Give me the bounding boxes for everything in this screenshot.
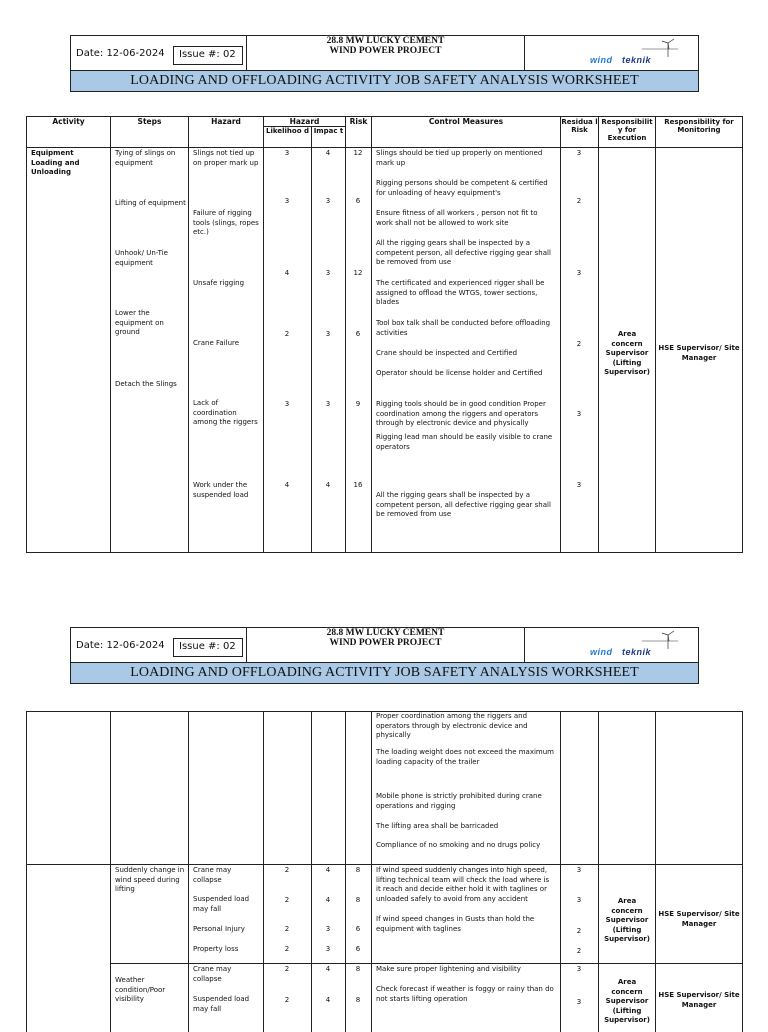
date-text: Date: 12-06-2024 (76, 48, 165, 59)
issue-box (173, 46, 243, 65)
responsible-execution: Area concern Supervisor (Lifting Supervisor) (604, 897, 650, 943)
impact-value: 4 (325, 866, 331, 874)
row-divider (27, 147, 742, 148)
risk-value: 12 (353, 269, 363, 277)
hazard-item: Crane may collapse (193, 866, 232, 884)
hazard-item: Personal Injury (193, 925, 245, 933)
banner-text: LOADING AND OFFLOADING ACTIVITY JOB SAFETY ANALYSIS WORKSHEET (130, 665, 639, 680)
residual-value: 3 (576, 149, 582, 157)
col-divider (110, 712, 111, 1032)
control-measure: If wind speed changes in Gusts than hold the equipment with taglines (376, 915, 535, 933)
jsa-table-page1 (26, 116, 743, 553)
col-divider (371, 117, 372, 552)
control-measure: Make sure proper lightening and visibility (376, 965, 521, 973)
project-title-line1: 28.8 MW LUCKY CEMENT (326, 36, 445, 46)
divider (524, 627, 525, 662)
control-measure: Mobile phone is strictly prohibited during crane operations and rigging (376, 792, 542, 810)
risk-value: 16 (353, 481, 363, 489)
responsible-monitoring: HSE Supervisor/ Site Manager (658, 910, 740, 928)
likelihood-value: 4 (284, 481, 290, 489)
step-item: Lower the equipment on ground (115, 309, 164, 336)
banner-text: LOADING AND OFFLOADING ACTIVITY JOB SAFETY ANALYSIS WORKSHEET (130, 73, 639, 88)
control-measure: Crane should be inspected and Certified (376, 349, 518, 357)
responsible-monitoring: HSE Supervisor/ Site Manager (658, 344, 740, 362)
control-measure: All the rigging gears shall be inspected by a competent person, all defective rigging gear shall be removed from use (376, 491, 551, 518)
col-header-steps: Steps (137, 117, 162, 126)
residual-value: 3 (576, 998, 582, 1006)
col-header-residual: Residua l Risk (561, 118, 598, 134)
risk-value: 9 (355, 400, 361, 408)
issue-text: Issue #: 02 (179, 641, 236, 652)
col-divider (655, 712, 656, 1032)
control-measure: Proper coordination among the riggers and operators through by electronic device and physically (376, 712, 528, 739)
activity-name: Equipment Loading and Unloading (31, 149, 80, 176)
responsible-execution: Area concern Supervisor (Lifting Supervisor) (604, 330, 650, 376)
hazard-item: Property loss (193, 945, 239, 953)
impact-value: 3 (325, 269, 331, 277)
row-divider (27, 864, 742, 865)
col-divider (263, 712, 264, 1032)
company-logo (590, 633, 690, 659)
control-measure: Rigging persons should be competent & certified for unloading of heavy equipment's (376, 179, 548, 197)
row-divider (110, 963, 742, 964)
control-measure: Operator should be license holder and Certified (376, 369, 543, 377)
likelihood-value: 2 (284, 896, 290, 904)
hazard-item: Suspended load may fall (193, 995, 250, 1013)
impact-value: 3 (325, 197, 331, 205)
step-item: Weather condition/Poor visibility (115, 976, 166, 1003)
control-measure: All the rigging gears shall be inspected by a competent person, all defective rigging gear shall be removed from use (376, 239, 551, 266)
residual-value: 3 (576, 410, 582, 418)
col-header-hazard-group: Hazard (289, 117, 320, 126)
col-header-control: Control Measures (428, 117, 504, 126)
date-box (70, 627, 171, 662)
responsible-execution: Area concern Supervisor (Lifting Supervisor) (604, 978, 650, 1024)
project-title (247, 628, 524, 648)
project-title-line1: 28.8 MW LUCKY CEMENT (326, 628, 445, 638)
col-divider (560, 117, 561, 552)
control-measure: Rigging tools should be in good condition Proper coordination among the riggers and operators through by electronic device and physically (376, 400, 546, 427)
col-divider (598, 712, 599, 1032)
step-item: Tying of slings on equipment (115, 149, 176, 167)
col-header-hazard: Hazard (211, 117, 241, 126)
hazard-item: Crane may collapse (193, 965, 232, 983)
jsa-table-page2 (26, 711, 743, 1032)
control-measure: The certificated and experienced rigger shall be assigned to offload the WTGS, tower sections, blades (376, 279, 545, 306)
residual-value: 3 (576, 269, 582, 277)
likelihood-value: 3 (284, 149, 290, 157)
hazard-item: Lack of coordination among the riggers (193, 399, 258, 426)
col-divider (311, 712, 312, 1032)
risk-value: 6 (355, 945, 361, 953)
likelihood-value: 2 (284, 945, 290, 953)
residual-value: 3 (576, 896, 582, 904)
likelihood-value: 3 (284, 197, 290, 205)
divider (524, 35, 525, 70)
issue-box (173, 638, 243, 657)
col-header-resp-exec: Responsibilit y for Execution (601, 118, 653, 142)
responsible-monitoring: HSE Supervisor/ Site Manager (658, 991, 740, 1009)
control-measure: The loading weight does not exceed the maximum loading capacity of the trailer (376, 748, 554, 766)
risk-value: 8 (355, 965, 361, 973)
control-measure: Slings should be tied up properly on mentioned mark up (376, 149, 543, 167)
residual-value: 2 (576, 197, 582, 205)
residual-value: 2 (576, 927, 582, 935)
hazard-item: Suspended load may fall (193, 895, 250, 913)
impact-value: 4 (325, 149, 331, 157)
likelihood-value: 2 (284, 965, 290, 973)
project-title-line2: WIND POWER PROJECT (329, 638, 442, 648)
risk-value: 8 (355, 996, 361, 1004)
risk-value: 8 (355, 896, 361, 904)
col-header-impact: Impac t (313, 127, 344, 135)
project-title (247, 36, 524, 56)
col-divider (655, 117, 656, 552)
hazard-item: Work under the suspended load (193, 481, 249, 499)
control-measure: If wind speed suddenly changes into high speed, lifting technical team will check the load where is it reach and decide either hold it with taglines or unloaded safely to avoid from any accident (376, 866, 550, 903)
control-measure: Tool box talk shall be conducted before offloading activities (376, 319, 551, 337)
logo-word-teknik: teknik (622, 647, 652, 657)
risk-value: 8 (355, 866, 361, 874)
control-measure: Check forecast if weather is foggy or rainy than do not starts lifting operation (376, 985, 554, 1003)
col-divider (188, 117, 189, 552)
worksheet-banner (70, 662, 699, 684)
worksheet-banner (70, 70, 699, 92)
impact-value: 4 (325, 965, 331, 973)
risk-value: 6 (355, 330, 361, 338)
impact-value: 3 (325, 330, 331, 338)
risk-value: 6 (355, 197, 361, 205)
impact-value: 3 (325, 400, 331, 408)
worksheet-header-1 (70, 35, 699, 91)
impact-value: 4 (325, 481, 331, 489)
col-divider (345, 117, 346, 552)
residual-value: 3 (576, 481, 582, 489)
col-divider (345, 712, 346, 1032)
col-divider (110, 117, 111, 552)
col-divider (263, 117, 264, 552)
col-divider (560, 712, 561, 1032)
likelihood-value: 2 (284, 996, 290, 1004)
residual-value: 2 (576, 947, 582, 955)
impact-value: 3 (325, 945, 331, 953)
residual-value: 3 (576, 965, 582, 973)
project-title-line2: WIND POWER PROJECT (329, 46, 442, 56)
col-header-likelihood: Likelihoo d (266, 127, 309, 135)
step-item: Lifting of equipment (115, 199, 186, 207)
col-header-risk: Risk (349, 117, 368, 126)
likelihood-value: 4 (284, 269, 290, 277)
impact-value: 4 (325, 996, 331, 1004)
col-divider (188, 712, 189, 1032)
issue-text: Issue #: 02 (179, 49, 236, 60)
col-divider (598, 117, 599, 552)
logo-word-wind: wind (590, 647, 613, 657)
likelihood-value: 3 (284, 400, 290, 408)
impact-value: 4 (325, 896, 331, 904)
residual-value: 2 (576, 340, 582, 348)
step-item: Suddenly change in wind speed during lifting (115, 866, 185, 893)
date-text: Date: 12-06-2024 (76, 640, 165, 651)
control-measure: The lifting area shall be barricaded (376, 822, 499, 830)
likelihood-value: 2 (284, 866, 290, 874)
likelihood-value: 2 (284, 330, 290, 338)
company-logo (590, 41, 690, 67)
worksheet-header-2 (70, 627, 699, 683)
logo-word-teknik: teknik (622, 55, 652, 65)
hazard-item: Crane Failure (193, 339, 240, 347)
col-divider (311, 127, 312, 552)
likelihood-value: 2 (284, 925, 290, 933)
logo-word-wind: wind (590, 55, 613, 65)
control-measure: Compliance of no smoking and no drugs policy (376, 841, 541, 849)
col-divider (371, 712, 372, 1032)
hazard-item: Slings not tied up on proper mark up (193, 149, 259, 167)
col-header-resp-mon: Responsibility for Monitoring (664, 118, 734, 134)
hazard-item: Unsafe rigging (193, 279, 245, 287)
residual-value: 3 (576, 866, 582, 874)
date-box (70, 35, 171, 70)
step-item: Unhook/ Un-Tie equipment (115, 249, 168, 267)
control-measure: Ensure fitness of all workers , person not fit to work shall not be allowed to work site (376, 209, 538, 227)
hazard-item: Failure of rigging tools (slings, ropes etc.) (193, 209, 259, 236)
risk-value: 12 (353, 149, 363, 157)
control-measure: Rigging lead man should be easily visible to crane operators (376, 433, 553, 451)
step-item: Detach the Slings (115, 380, 177, 388)
impact-value: 3 (325, 925, 331, 933)
col-header-activity: Activity (52, 117, 85, 126)
risk-value: 6 (355, 925, 361, 933)
